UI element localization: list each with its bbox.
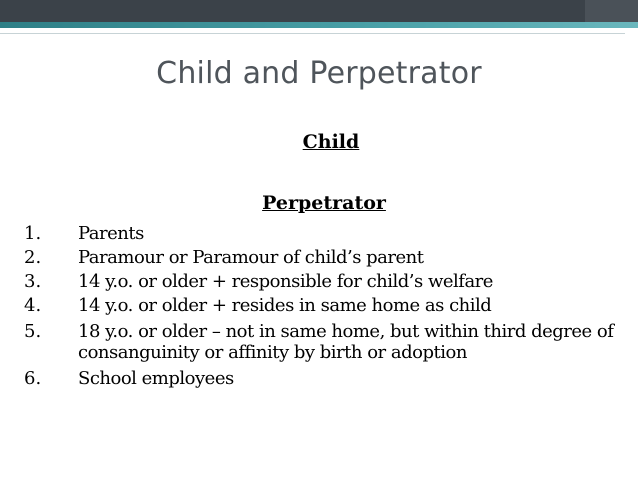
list-item-text: School employees bbox=[78, 368, 234, 389]
list-item bbox=[24, 367, 626, 391]
perpetrator-list bbox=[24, 222, 626, 391]
list-item bbox=[24, 222, 626, 246]
list-item-text: 14 y.o. or older + resides in same home as child bbox=[78, 295, 492, 316]
header-bar bbox=[0, 0, 638, 22]
header-divider bbox=[0, 33, 625, 34]
heading-child: Child bbox=[302, 131, 360, 153]
heading-perpetrator: Perpetrator bbox=[262, 192, 386, 214]
list-item-text: Parents bbox=[78, 223, 144, 244]
header-teal-stripe bbox=[0, 22, 638, 28]
list-item-text: Paramour or Paramour of child’s parent bbox=[78, 247, 424, 268]
list-item bbox=[24, 246, 626, 270]
list-item bbox=[24, 321, 626, 363]
slide-title: Child and Perpetrator bbox=[156, 56, 482, 91]
list-item-number: 2. bbox=[24, 247, 42, 268]
list-item-number: 4. bbox=[24, 295, 42, 316]
list-item-text: 14 y.o. or older + responsible for child’s welfare bbox=[78, 271, 493, 292]
list-item-number: 6. bbox=[24, 368, 42, 389]
list-item-text: 18 y.o. or older – not in same home, but within third degree of consanguinity or affinity by birth or adoption bbox=[78, 321, 614, 363]
list-item bbox=[24, 294, 626, 318]
list-item-number: 1. bbox=[24, 223, 42, 244]
list-item-number: 3. bbox=[24, 271, 42, 292]
list-item bbox=[24, 270, 626, 294]
list-item-number: 5. bbox=[24, 321, 42, 342]
header-accent bbox=[585, 0, 638, 22]
